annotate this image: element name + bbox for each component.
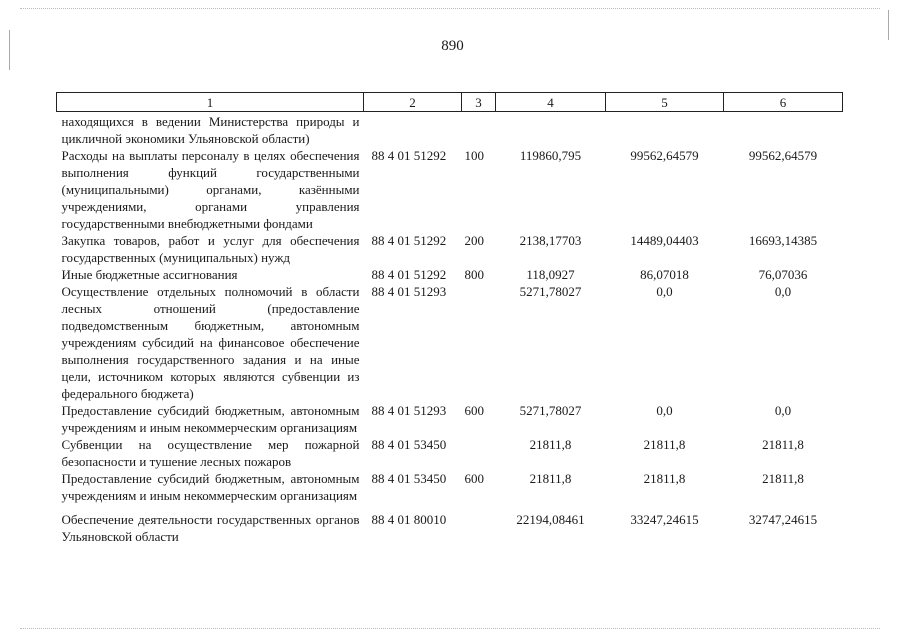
- column-header: 2: [364, 93, 462, 112]
- row-code: 88 4 01 53450: [371, 437, 447, 452]
- column-header: 5: [606, 93, 724, 112]
- table-row: [57, 112, 843, 148]
- row-value-3: 32747,24615: [748, 512, 818, 527]
- table-row: [57, 436, 843, 470]
- row-value-2: 99562,64579: [630, 148, 699, 163]
- column-header: 6: [724, 93, 843, 112]
- row-code: [364, 112, 462, 148]
- table-row: [57, 147, 843, 232]
- row-value-1: 22194,08461: [516, 512, 585, 527]
- row-value-1: 118,0927: [526, 267, 575, 282]
- row-code: 88 4 01 51293: [371, 284, 447, 299]
- row-code: 88 4 01 51292: [371, 233, 447, 248]
- row-code: 88 4 01 51292: [371, 148, 447, 163]
- row-type: [462, 436, 496, 470]
- row-type: [462, 112, 496, 148]
- row-code: 88 4 01 51292: [371, 267, 447, 282]
- table-row: [57, 470, 843, 504]
- row-type: 200: [464, 233, 484, 248]
- row-name: находящихся в ведении Министерства природы и цикличной экономики Ульяновской области): [61, 114, 360, 146]
- row-code: 88 4 01 80010: [371, 512, 447, 527]
- row-value-3: 16693,14385: [748, 233, 818, 248]
- row-type: 600: [464, 471, 484, 486]
- table-row: [57, 232, 843, 266]
- row-name: Субвенции на осуществление мер пожарной безопасности и тушение лесных пожаров: [61, 437, 360, 469]
- column-header: 3: [462, 93, 496, 112]
- row-value-1: 21811,8: [529, 471, 572, 486]
- row-name: Предоставление субсидий бюджетным, автономным учреждениям и иным некоммерческим организациям: [61, 403, 360, 435]
- row-name: Обеспечение деятельности государственных органов Ульяновской области: [61, 512, 360, 544]
- row-name: Расходы на выплаты персоналу в целях обеспечения выполнения функций государственными (муниципальными) органами, казёнными учреждениями, органами управления государственными внебюджетными фондами: [61, 148, 360, 231]
- row-value-1: 2138,17703: [519, 233, 582, 248]
- row-value-2: 14489,04403: [630, 233, 699, 248]
- budget-table: [56, 92, 843, 545]
- row-type: [462, 283, 496, 402]
- table-row: [57, 283, 843, 402]
- row-value-1: 21811,8: [529, 437, 572, 452]
- row-code: 88 4 01 53450: [371, 471, 447, 486]
- row-name: Иные бюджетные ассигнования: [61, 267, 238, 282]
- row-value-1: 119860,795: [519, 148, 582, 163]
- row-value-2: [606, 112, 724, 148]
- row-value-3: 21811,8: [762, 437, 804, 452]
- row-type: 800: [464, 267, 484, 282]
- row-value-3: 76,07036: [758, 267, 808, 282]
- column-header: 4: [496, 93, 606, 112]
- scan-edge-bottom: [20, 628, 880, 629]
- row-name: Осуществление отдельных полномочий в области лесных отношений (предоставление подведомственным бюджетным, автономным учреждениям субсидий на финансовое обеспечение выполнения государственного задания и на иные цели, источником которых являются субвенции из федерального бюджета): [61, 284, 360, 401]
- row-value-2: 0,0: [656, 284, 673, 299]
- table-header-row: [57, 93, 843, 112]
- row-name: Закупка товаров, работ и услуг для обеспечения государственных (муниципальных) нужд: [61, 233, 360, 265]
- row-value-3: 0,0: [774, 284, 792, 299]
- row-value-2: 33247,24615: [630, 512, 699, 527]
- row-name: Предоставление субсидий бюджетным, автономным учреждениям и иным некоммерческим организациям: [61, 471, 360, 503]
- table-row: [57, 266, 843, 283]
- row-code: 88 4 01 51293: [371, 403, 447, 418]
- row-value-1: [496, 112, 606, 148]
- row-value-1: 5271,78027: [519, 284, 582, 299]
- scan-edge-right: [888, 10, 889, 40]
- row-value-2: 21811,8: [643, 437, 686, 452]
- row-value-2: 86,07018: [640, 267, 689, 282]
- column-header: 1: [57, 93, 364, 112]
- table-row: [57, 402, 843, 436]
- row-value-2: 21811,8: [643, 471, 686, 486]
- row-type: [462, 504, 496, 545]
- row-type: 100: [464, 148, 484, 163]
- row-value-3: 0,0: [774, 403, 792, 418]
- row-value-2: 0,0: [656, 403, 673, 418]
- row-type: 600: [464, 403, 484, 418]
- row-value-3: [724, 112, 843, 148]
- row-value-1: 5271,78027: [519, 403, 582, 418]
- row-value-3: 99562,64579: [748, 148, 818, 163]
- scan-edge-top: [20, 8, 880, 9]
- page-number: 890: [441, 38, 464, 54]
- row-value-3: 21811,8: [762, 471, 804, 486]
- table-row: [57, 504, 843, 545]
